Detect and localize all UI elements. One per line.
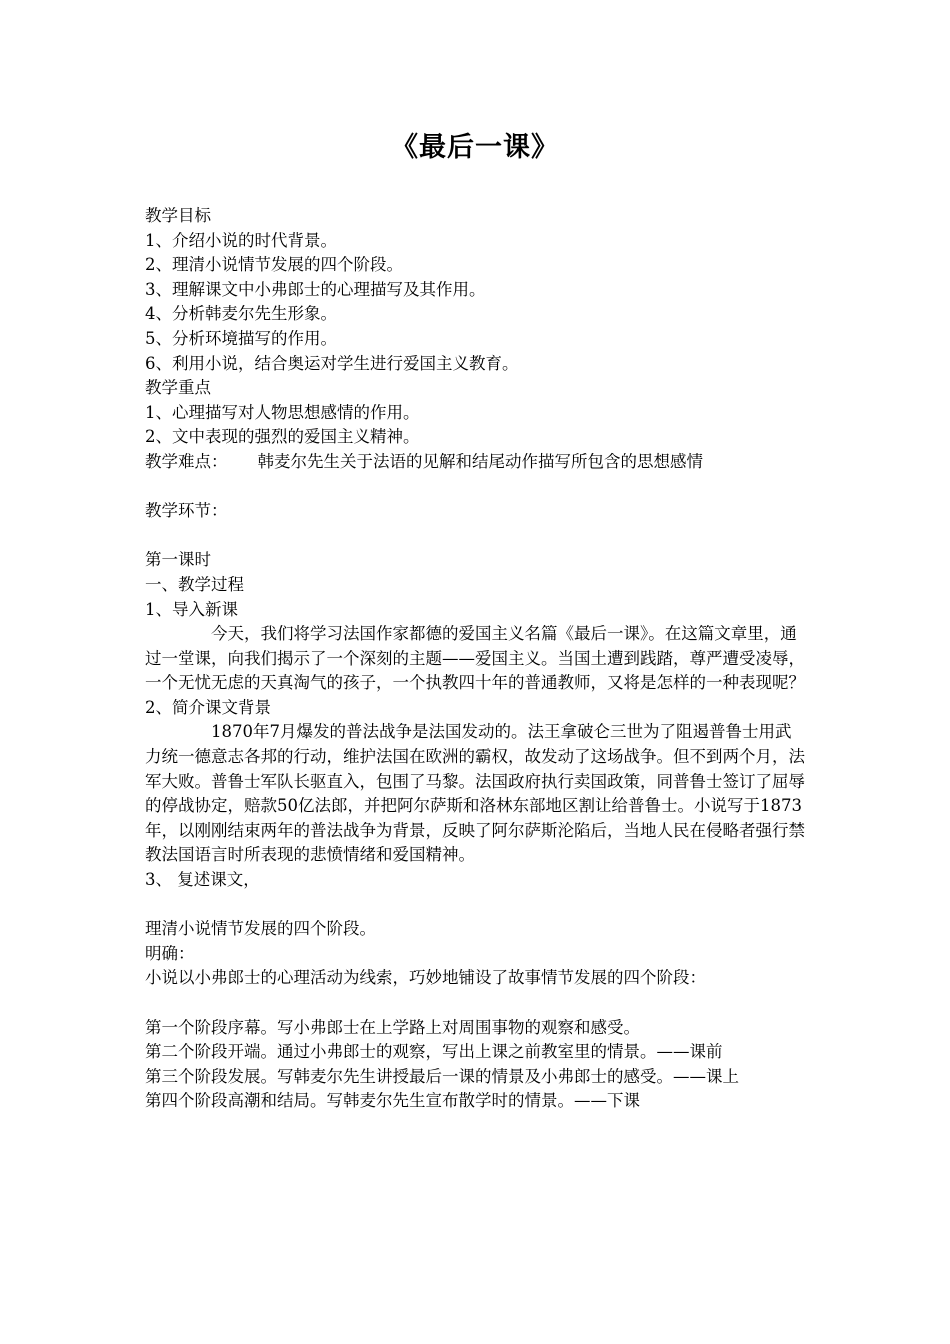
key-point-item: 2、文中表现的强烈的爱国主义精神。	[145, 427, 420, 447]
objective-item: 6、利用小说，结合奥运对学生进行爱国主义教育。	[145, 353, 519, 373]
process-heading: 一、教学过程	[145, 574, 244, 594]
difficulty-line	[145, 450, 805, 475]
steps-heading: 教学环节：	[145, 501, 228, 521]
clarify-label: 明确：	[145, 943, 195, 963]
retell-heading: 3、 复述课文，	[145, 870, 260, 890]
objective-item: 1、介绍小说的时代背景。	[145, 230, 337, 250]
objective-item: 5、分析环境描写的作用。	[145, 328, 337, 348]
document-title: 《最后一课》	[391, 132, 559, 163]
clarify-heading: 理清小说情节发展的四个阶段。	[145, 919, 376, 939]
document-page	[145, 128, 805, 1114]
clarify-intro: 小说以小弗郎士的心理活动为线索，巧妙地铺设了故事情节发展的四个阶段：	[145, 968, 706, 988]
objectives-heading: 教学目标	[145, 206, 211, 225]
difficulty-text: 韩麦尔先生关于法语的见解和结尾动作描写所包含的思想感情	[257, 451, 703, 471]
difficulty-label: 教学难点：	[145, 451, 228, 471]
key-point-item: 1、心理描写对人物思想感情的作用。	[145, 402, 420, 422]
stage-item: 第二个阶段开端。通过小弗郎士的观察，写出上课之前教室里的情景。——课前	[145, 1042, 723, 1062]
stage-item: 第四个阶段高潮和结局。写韩麦尔先生宣布散学时的情景。——下课	[145, 1091, 640, 1111]
stage-item: 第一个阶段序幕。写小弗郎士在上学路上对周围事物的观察和感受。	[145, 1017, 640, 1037]
stage-item: 第三个阶段发展。写韩麦尔先生讲授最后一课的情景及小弗郎士的感受。——课上	[145, 1066, 739, 1086]
lesson-heading: 第一课时	[145, 550, 211, 570]
intro-heading: 1、导入新课	[145, 599, 238, 619]
background-heading: 2、简介课文背景	[145, 697, 271, 717]
intro-paragraph: 今天，我们将学习法国作家都德的爱国主义名篇《最后一课》。在这篇文章里，通过一堂课，向我们揭示了一个深刻的主题——爱国主义。当国土遭到践踏，尊严遭受凌辱，一个无忧无虑的天真淘气的孩子，一个执教四十年的普通教师，又将是怎样的一种表现呢？	[145, 624, 805, 693]
background-paragraph: 1870年7月爆发的普法战争是法国发动的。法王拿破仑三世为了阻遏普鲁士用武力统一德意志各邦的行动，维护法国在欧洲的霸权，故发动了这场战争。但不到两个月，法军大败。普鲁士军队长驱直入，包围了马黎。法国政府执行卖国政策，同普鲁士签订了屈辱的停战协定，赔款50亿法郎，并把阿尔萨斯和洛林东部地区割让给普鲁士。小说写于1873年，以刚刚结束两年的普法战争为背景，反映了阿尔萨斯沦陷后，当地人民在侵略者强行禁教法国语言时所表现的悲愤情绪和爱国精神。	[145, 722, 805, 865]
objective-item: 3、理解课文中小弗郎士的心理描写及其作用。	[145, 279, 486, 299]
objective-item: 2、理清小说情节发展的四个阶段。	[145, 255, 403, 275]
objective-item: 4、分析韩麦尔先生形象。	[145, 304, 337, 324]
key-points-heading: 教学重点	[145, 378, 211, 398]
